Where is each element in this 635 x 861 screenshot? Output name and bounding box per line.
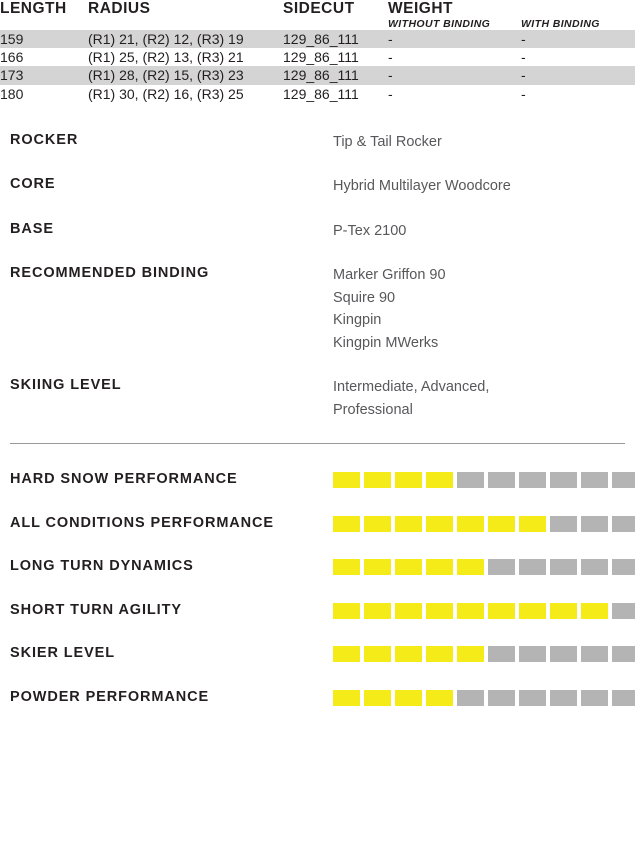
rating-segment-filled <box>395 690 422 706</box>
rating-segment-empty <box>550 690 577 706</box>
header-weight: WEIGHT <box>388 0 453 17</box>
cell-weight-with-binding: - <box>521 85 526 102</box>
detail-value <box>333 220 406 242</box>
detail-label: SKIING LEVEL <box>10 377 122 394</box>
rating-segment-empty <box>457 472 484 488</box>
rating-segment-filled <box>457 516 484 532</box>
rating-segment-empty <box>488 690 515 706</box>
rating-segment-filled <box>364 646 391 662</box>
rating-segment-filled <box>364 690 391 706</box>
rating-segment-empty <box>612 690 635 706</box>
rating-segment-filled <box>395 516 422 532</box>
cell-radius: (R1) 25, (R2) 13, (R3) 21 <box>88 49 244 66</box>
rating-bar <box>333 644 635 662</box>
specification-table <box>0 0 635 103</box>
rating-segment-empty <box>612 559 635 575</box>
rating-segment-empty <box>581 646 608 662</box>
subheader-weight-without-binding: WITHOUT BINDING <box>388 18 491 30</box>
rating-segment-empty <box>581 690 608 706</box>
rating-segment-empty <box>581 559 608 575</box>
table-row <box>0 48 635 66</box>
rating-label: LONG TURN DYNAMICS <box>10 558 194 575</box>
detail-row-base <box>10 220 625 242</box>
rating-segment-filled <box>426 516 453 532</box>
cell-radius: (R1) 21, (R2) 12, (R3) 19 <box>88 30 283 48</box>
rating-segment-filled <box>333 690 360 706</box>
rating-segment-empty <box>519 646 546 662</box>
detail-value-line: Kingpin MWerks <box>333 334 439 351</box>
rating-segment-empty <box>550 516 577 532</box>
detail-value-line: Professional <box>333 401 413 418</box>
rating-label: ALL CONDITIONS PERFORMANCE <box>10 514 274 531</box>
table-header-row <box>0 0 635 18</box>
cell-weight-without-binding: - <box>388 66 521 84</box>
section-divider <box>10 443 625 444</box>
detail-value <box>333 376 489 421</box>
rating-segment-filled <box>395 559 422 575</box>
rating-segment-filled <box>364 603 391 619</box>
detail-value <box>333 131 442 153</box>
cell-length: 180 <box>0 85 24 102</box>
rating-segment-filled <box>581 603 608 619</box>
detail-label: RECOMMENDED BINDING <box>10 265 210 282</box>
rating-segment-filled <box>426 472 453 488</box>
rating-segment-filled <box>550 603 577 619</box>
table-row <box>0 66 635 84</box>
rating-segment-filled <box>395 472 422 488</box>
rating-segment-filled <box>333 646 360 662</box>
detail-row-core <box>10 175 625 197</box>
detail-value <box>333 264 446 354</box>
rating-segment-filled <box>488 603 515 619</box>
rating-bar <box>333 688 635 706</box>
table-row <box>0 85 635 103</box>
cell-sidecut: 129_86_111 <box>283 66 388 84</box>
detail-value-line: P-Tex 2100 <box>333 222 407 239</box>
header-sidecut: SIDECUT <box>283 0 355 17</box>
rating-segment-empty <box>519 559 546 575</box>
cell-sidecut: 129_86_111 <box>283 85 359 102</box>
rating-segment-filled <box>426 690 453 706</box>
cell-weight-with-binding: - <box>521 66 635 84</box>
rating-segment-filled <box>488 516 515 532</box>
rating-segment-empty <box>488 472 515 488</box>
table-row <box>0 30 635 48</box>
detail-value-line: Squire 90 <box>333 289 396 306</box>
rating-segment-filled <box>333 516 360 532</box>
subheader-radius-blank <box>88 18 283 30</box>
rating-bar <box>333 601 635 619</box>
subheader-weight-with-binding: WITH BINDING <box>521 18 600 30</box>
rating-row-long-turn-dynamics <box>10 557 625 577</box>
rating-bar <box>333 514 635 532</box>
rating-segment-empty <box>550 559 577 575</box>
cell-radius: (R1) 30, (R2) 16, (R3) 25 <box>88 85 244 102</box>
rating-segment-filled <box>364 559 391 575</box>
rating-segment-filled <box>457 603 484 619</box>
cell-length: 159 <box>0 30 88 48</box>
rating-segment-filled <box>426 646 453 662</box>
rating-segment-filled <box>457 646 484 662</box>
header-length: LENGTH <box>0 0 67 17</box>
rating-row-short-turn-agility <box>10 601 625 621</box>
cell-weight-without-binding: - <box>388 85 393 102</box>
detail-label: ROCKER <box>10 131 79 148</box>
rating-label: POWDER PERFORMANCE <box>10 688 210 705</box>
rating-segment-empty <box>488 559 515 575</box>
rating-segment-filled <box>333 603 360 619</box>
rating-segment-filled <box>395 646 422 662</box>
rating-segment-filled <box>364 472 391 488</box>
subheader-length-blank <box>0 18 88 30</box>
cell-weight-without-binding: - <box>388 49 393 66</box>
rating-segment-filled <box>395 603 422 619</box>
rating-segment-filled <box>457 559 484 575</box>
rating-segment-empty <box>550 472 577 488</box>
rating-segment-filled <box>333 559 360 575</box>
rating-row-hard-snow-performance <box>10 470 625 490</box>
detail-label: CORE <box>10 176 56 193</box>
detail-value-line: Hybrid Multilayer Woodcore <box>333 178 511 195</box>
cell-weight-without-binding: - <box>388 30 521 48</box>
detail-value-line: Tip & Tail Rocker <box>333 133 442 150</box>
rating-segment-empty <box>581 516 608 532</box>
rating-bar <box>333 470 635 488</box>
rating-segment-empty <box>550 646 577 662</box>
detail-row-skiing-level <box>10 376 625 421</box>
header-radius: RADIUS <box>88 0 151 17</box>
rating-row-powder-performance <box>10 688 625 708</box>
detail-spec-list <box>0 131 635 421</box>
table-subheader-row <box>0 18 635 30</box>
cell-weight-with-binding: - <box>521 49 526 66</box>
rating-segment-filled <box>426 559 453 575</box>
rating-segment-empty <box>612 472 635 488</box>
rating-segment-filled <box>333 472 360 488</box>
rating-segment-empty <box>612 603 635 619</box>
detail-row-recommended-binding <box>10 264 625 354</box>
rating-segment-empty <box>457 690 484 706</box>
detail-value-line: Marker Griffon 90 <box>333 267 446 284</box>
rating-segment-filled <box>519 603 546 619</box>
rating-segment-filled <box>364 516 391 532</box>
detail-value-line: Intermediate, Advanced, <box>333 379 490 396</box>
rating-segment-empty <box>612 516 635 532</box>
rating-segment-empty <box>519 690 546 706</box>
detail-label: BASE <box>10 220 54 237</box>
cell-sidecut: 129_86_111 <box>283 49 359 66</box>
rating-label: SKIER LEVEL <box>10 645 115 662</box>
rating-row-skier-level <box>10 644 625 664</box>
cell-length: 166 <box>0 49 24 66</box>
rating-segment-empty <box>612 646 635 662</box>
detail-value <box>333 175 511 197</box>
rating-segment-empty <box>581 472 608 488</box>
rating-segment-empty <box>519 472 546 488</box>
rating-segment-empty <box>488 646 515 662</box>
detail-row-rocker <box>10 131 625 153</box>
detail-value-line: Kingpin <box>333 312 382 329</box>
cell-length: 173 <box>0 66 88 84</box>
performance-ratings <box>0 470 635 707</box>
cell-weight-with-binding: - <box>521 30 635 48</box>
rating-segment-filled <box>426 603 453 619</box>
rating-label: SHORT TURN AGILITY <box>10 601 182 618</box>
rating-row-all-conditions-performance <box>10 514 625 534</box>
cell-sidecut: 129_86_111 <box>283 30 388 48</box>
rating-segment-filled <box>519 516 546 532</box>
rating-label: HARD SNOW PERFORMANCE <box>10 470 238 487</box>
subheader-sidecut-blank <box>283 18 388 30</box>
rating-bar <box>333 557 635 575</box>
cell-radius: (R1) 28, (R2) 15, (R3) 23 <box>88 66 283 84</box>
